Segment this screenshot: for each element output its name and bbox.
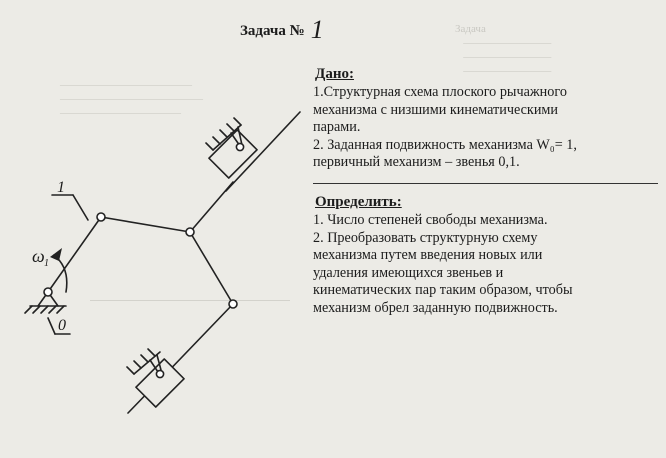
given-heading: Дано: xyxy=(315,66,354,82)
task-title-label: Задача № xyxy=(240,23,305,39)
upper-slider xyxy=(206,118,257,178)
label-ground-0: 0 xyxy=(58,317,66,334)
bleed-through-text-right: Задача ———————— ———————— ———————— xyxy=(455,23,552,77)
joint-ground xyxy=(44,288,52,296)
determine-line: удаления имеющихся звеньев и xyxy=(313,264,504,281)
given-line: парами. xyxy=(313,119,361,135)
joint-c xyxy=(229,300,237,308)
label-0-pointer xyxy=(48,318,55,334)
joints xyxy=(44,213,237,308)
given-line: первичный механизм – звенья 0,1. xyxy=(313,154,520,170)
determine-line: механизм обрел заданную подвижность. xyxy=(313,299,558,316)
given-line: 1.Структурная схема плоского рычажного xyxy=(313,84,567,100)
determine-line: 2. Преобразовать структурную схему xyxy=(313,229,538,246)
determine-line: 1. Число степеней свободы механизма. xyxy=(313,212,548,228)
lower-slider-joint xyxy=(156,370,163,377)
label-omega-subscript: 1 xyxy=(44,258,49,269)
link-lower-arm xyxy=(190,232,233,304)
determine-heading: Определить: xyxy=(315,194,402,210)
upper-slider-joint xyxy=(236,143,243,150)
lower-slider xyxy=(127,349,184,407)
link-coupler xyxy=(101,217,190,232)
task-number: 1 xyxy=(310,15,324,44)
label-link-1: 1 xyxy=(57,179,65,196)
bleed-through-text-left: ———————————— ————————————— ——————————— xyxy=(60,79,203,119)
label-omega: ω xyxy=(32,246,45,266)
given-line: механизма с низшими кинематическими xyxy=(313,101,558,118)
joint-a xyxy=(97,213,105,221)
determine-line: механизма путем введения новых или xyxy=(313,247,543,263)
joint-b xyxy=(186,228,194,236)
given-line: 2. Заданная подвижность механизма W₀= 1, xyxy=(313,136,577,153)
label-1-pointer xyxy=(73,195,88,220)
determine-line: кинематических пар таким образом, чтобы xyxy=(313,282,573,298)
